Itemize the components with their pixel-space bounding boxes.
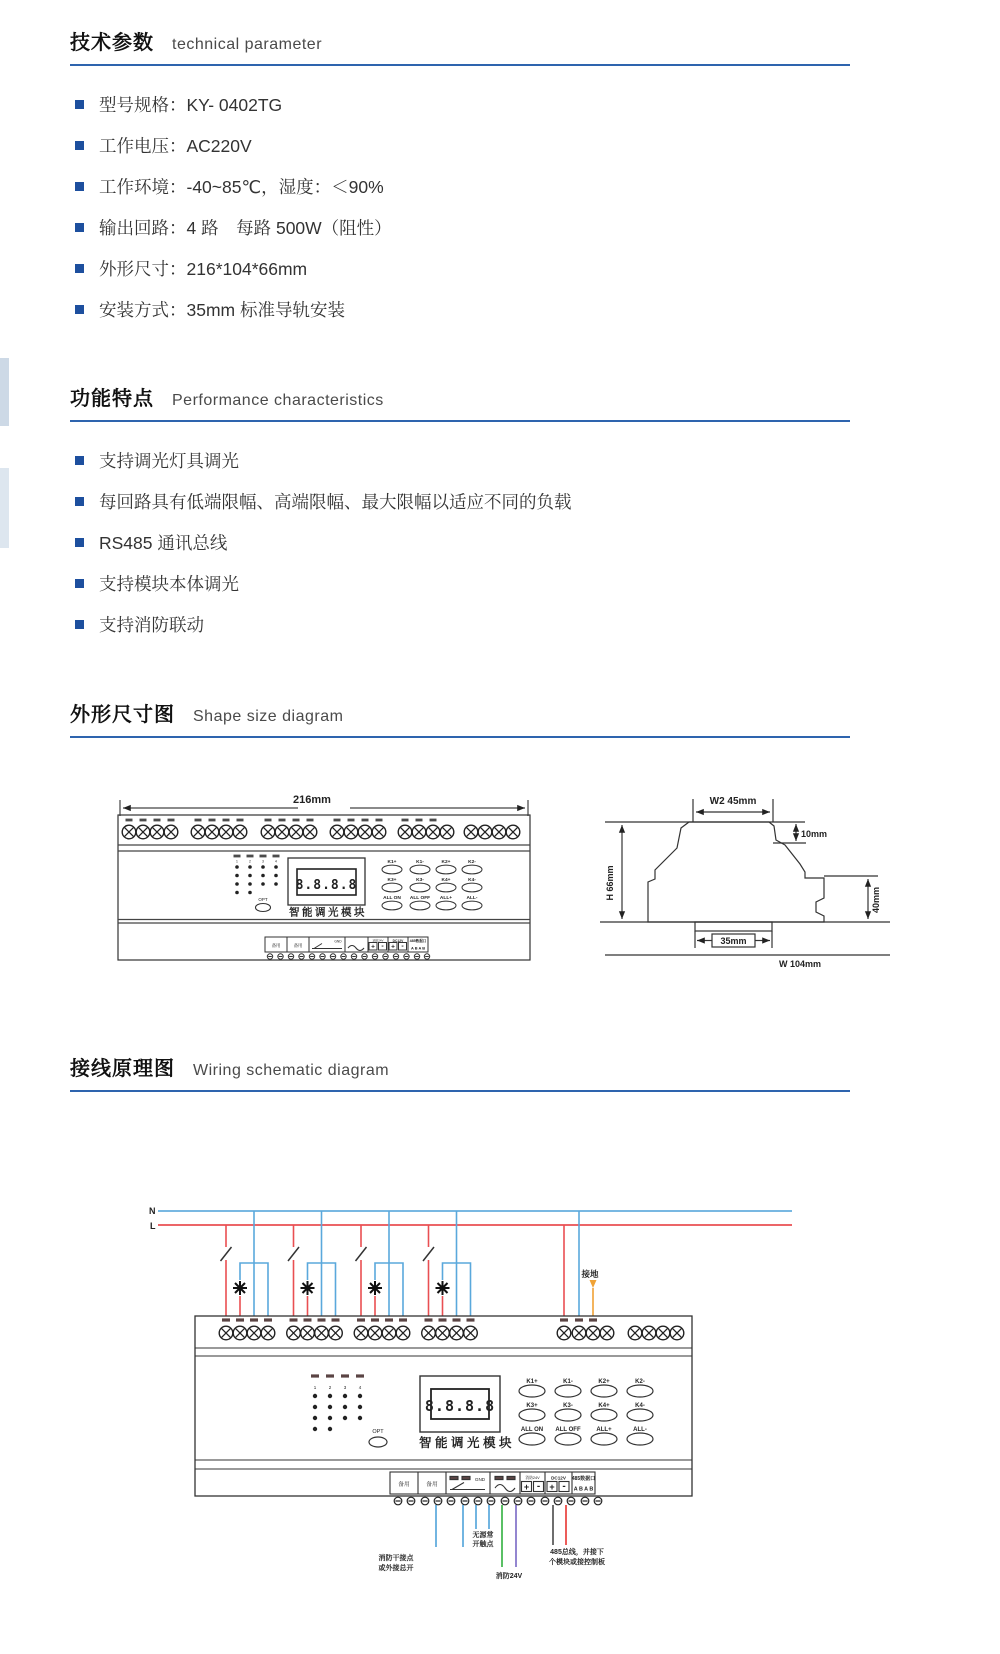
list-item <box>70 92 850 116</box>
button-label: K1+ <box>387 860 397 865</box>
section-title-zh: 接线原理图 <box>70 1058 175 1080</box>
strip-dc12v-label: DC12V <box>551 1475 566 1481</box>
list-item <box>70 215 850 239</box>
bullet-icon <box>75 538 84 547</box>
button-label: K2+ <box>598 1379 610 1385</box>
bullet-icon <box>75 305 84 314</box>
profile-outline <box>648 822 824 922</box>
bullet-icon <box>75 182 84 191</box>
button-label: K3+ <box>526 1403 538 1409</box>
list-item <box>70 571 850 595</box>
bullet-icon <box>75 579 84 588</box>
button-label: K1- <box>563 1379 573 1385</box>
front-buttons <box>382 859 482 910</box>
led-number: 3 <box>343 1385 347 1390</box>
live-bus-label: L <box>150 1221 156 1231</box>
button-label: K4- <box>635 1403 645 1409</box>
button-label: K2- <box>635 1379 645 1385</box>
front-led-indicators <box>234 855 280 912</box>
section-underline <box>70 64 850 66</box>
ground-label: 接地 <box>581 1269 599 1279</box>
minus-terminal: - <box>562 1481 566 1492</box>
fire-contact-note: 消防干接点 <box>378 1555 414 1562</box>
button-label: K3- <box>416 878 424 883</box>
button-label: ALL+ <box>596 1427 612 1433</box>
list-item <box>70 489 850 513</box>
strip-dc12v-label: DC12V <box>392 938 404 943</box>
feature-fire-linkage: 支持消防联动 <box>99 614 204 635</box>
channel-1-wiring <box>221 1211 269 1326</box>
button-label: K3+ <box>387 878 397 883</box>
fire-contact-note: 或外接总开 <box>378 1565 414 1572</box>
button-label: K4- <box>468 878 476 883</box>
bullet-icon <box>75 497 84 506</box>
section-title-zh: 外形尺寸图 <box>70 704 175 726</box>
left-edge-decoration <box>0 358 9 426</box>
feature-rs485: RS485 通讯总线 <box>99 532 228 553</box>
button-label: ALL- <box>466 896 478 901</box>
section-title-en: Shape size diagram <box>193 708 344 725</box>
module-bottom-screws <box>394 1497 602 1505</box>
module-name: 智能调光模块 <box>289 906 367 919</box>
list-item <box>70 297 850 321</box>
strip-485-label: 485数据口 <box>571 1476 596 1482</box>
section-underline <box>70 1090 850 1092</box>
strip-spare-label: 备用 <box>398 1482 410 1488</box>
dimension-label-10mm: 10mm <box>801 829 828 839</box>
bullet-icon <box>75 264 84 273</box>
strip-spare-label: 备用 <box>426 1482 438 1488</box>
strip-gnd-label: GND <box>334 939 342 944</box>
section-header <box>70 698 850 727</box>
dimension-label-w2-45mm: W2 45mm <box>709 796 757 807</box>
section-technical-parameters <box>70 26 850 338</box>
channel-3-wiring <box>356 1211 404 1326</box>
button-label: ALL ON <box>520 1427 544 1433</box>
strip-spare-label: 备用 <box>271 943 281 948</box>
button-label: K1- <box>416 860 424 865</box>
front-terminal-row <box>122 819 520 839</box>
dimension-label-h-66mm: H 66mm <box>605 865 615 901</box>
section-title-zh: 功能特点 <box>70 388 154 410</box>
lamp-icon <box>233 1281 247 1295</box>
spec-environment: 工作环境：-40~85℃，湿度：＜90% <box>99 176 384 197</box>
control-wires <box>436 1505 566 1567</box>
opt-label: OPT <box>258 897 268 902</box>
lamp-icon <box>436 1281 450 1295</box>
list-item <box>70 133 850 157</box>
side-view <box>600 796 890 967</box>
plus-terminal: + <box>391 943 395 951</box>
dimension-label-40mm: 40mm <box>871 886 881 914</box>
wire-annotations <box>379 1530 606 1580</box>
button-label: ALL OFF <box>409 896 431 901</box>
section-title-en: Wiring schematic diagram <box>193 1062 390 1079</box>
led-number: 2 <box>328 1385 332 1390</box>
led-number: 2 <box>249 859 251 864</box>
button-label: K2+ <box>441 860 451 865</box>
led-number: 3 <box>262 859 264 864</box>
button-label: K4+ <box>598 1403 610 1409</box>
rs485-bus-note: 个模块或接控制板 <box>549 1559 605 1566</box>
dimension-label-216mm: 216mm <box>293 794 331 806</box>
button-label: ALL OFF <box>555 1427 581 1433</box>
spec-list <box>70 92 850 321</box>
front-bottom-screws <box>267 954 429 959</box>
plus-terminal: + <box>549 1481 555 1492</box>
section-underline <box>70 736 850 738</box>
front-bottom-strip <box>265 937 428 952</box>
button-label: K2- <box>468 860 476 865</box>
button-label: K4+ <box>441 878 451 883</box>
section-header <box>70 26 850 55</box>
list-item <box>70 448 850 472</box>
minus-terminal: - <box>381 943 384 950</box>
section-title-zh: 技术参数 <box>70 32 154 54</box>
channel-4-wiring <box>423 1211 471 1326</box>
button-label: ALL- <box>633 1427 647 1433</box>
dimension-label-35mm: 35mm <box>720 936 747 946</box>
minus-terminal: - <box>536 1481 541 1492</box>
led-number: 4 <box>275 859 277 864</box>
section-title-en: technical parameter <box>172 36 323 53</box>
strip-fire24v-label: 消防24V <box>372 938 384 943</box>
button-label: ALL ON <box>383 896 401 901</box>
button-label: K3- <box>563 1403 573 1409</box>
fire-24v-note: 消防24V <box>495 1573 523 1580</box>
bullet-icon <box>75 223 84 232</box>
channel-2-wiring <box>288 1211 336 1326</box>
spec-size: 外形尺寸：216*104*66mm <box>99 258 308 279</box>
lamp-icon <box>301 1281 315 1295</box>
section-underline <box>70 420 850 422</box>
rs485-bus-note: 485总线，并接下 <box>550 1549 604 1556</box>
bullet-icon <box>75 456 84 465</box>
led-number: 4 <box>358 1385 362 1390</box>
list-item <box>70 530 850 554</box>
spec-mounting: 安装方式：35mm 标准导轨安装 <box>99 299 345 320</box>
spec-outputs: 输出回路：4 路 每路 500W（阻性） <box>99 217 392 238</box>
ground-arrow-icon <box>590 1280 597 1288</box>
left-edge-decoration <box>0 468 9 548</box>
strip-spare-label: 备用 <box>293 943 303 948</box>
feature-list <box>70 448 850 636</box>
section-title-en: Performance characteristics <box>172 392 384 409</box>
section-shape-size <box>70 698 850 738</box>
passive-contact-note: 开触点 <box>472 1541 494 1548</box>
strip-485-label: 485数据口 <box>409 939 427 943</box>
opt-label: OPT <box>372 1429 384 1435</box>
seven-segment-display: 8.8.8.8 <box>424 1397 496 1415</box>
list-item <box>70 174 850 198</box>
led-dot-grid <box>235 865 278 894</box>
button-label: ALL+ <box>439 896 453 901</box>
minus-terminal: - <box>401 943 404 950</box>
opt-button <box>256 904 271 912</box>
plus-terminal: + <box>371 943 375 951</box>
power-bus <box>149 1206 792 1231</box>
button-label: K1+ <box>526 1379 538 1385</box>
feature-dimming: 支持调光灯具调光 <box>99 450 239 471</box>
strip-abab-label: A B A B <box>410 945 426 951</box>
bullet-icon <box>75 141 84 150</box>
mains-feed-wiring <box>564 1211 599 1326</box>
plus-terminal: + <box>523 1481 530 1492</box>
section-wiring-schematic <box>70 1052 850 1092</box>
passive-contact-note: 无源常 <box>472 1532 494 1539</box>
seven-segment-display: 8.8.8.8 <box>295 878 358 893</box>
strip-gnd-label: GND <box>474 1477 486 1482</box>
module-name: 智能调光模块 <box>418 1436 516 1450</box>
section-performance-characteristics <box>70 382 850 653</box>
list-item <box>70 612 850 636</box>
front-display <box>288 858 365 905</box>
spec-model: 型号规格：KY- 0402TG <box>99 94 283 115</box>
wiring-schematic-diagram <box>140 1130 820 1630</box>
led-number: 1 <box>313 1385 317 1390</box>
section-header <box>70 382 850 411</box>
neutral-bus-label: N <box>149 1206 156 1216</box>
shape-size-diagram <box>100 752 910 967</box>
lamp-icon <box>368 1281 382 1295</box>
strip-fire24v-label: 消防24V <box>525 1476 540 1480</box>
dimension-label-w-104mm: W 104mm <box>778 959 822 967</box>
feature-limits: 每回路具有低端限幅、高端限幅、最大限幅以适应不同的负载 <box>99 491 572 512</box>
opt-button <box>369 1437 387 1447</box>
list-item <box>70 256 850 280</box>
section-header <box>70 1052 850 1081</box>
led-number: 1 <box>236 859 238 864</box>
bullet-icon <box>75 620 84 629</box>
module-bottom-strip <box>390 1472 595 1494</box>
module-display <box>420 1376 500 1432</box>
feature-local-dimming: 支持模块本体调光 <box>99 573 239 594</box>
strip-abab-label: A B A B <box>573 1486 594 1493</box>
bullet-icon <box>75 100 84 109</box>
spec-voltage: 工作电压：AC220V <box>99 135 252 156</box>
